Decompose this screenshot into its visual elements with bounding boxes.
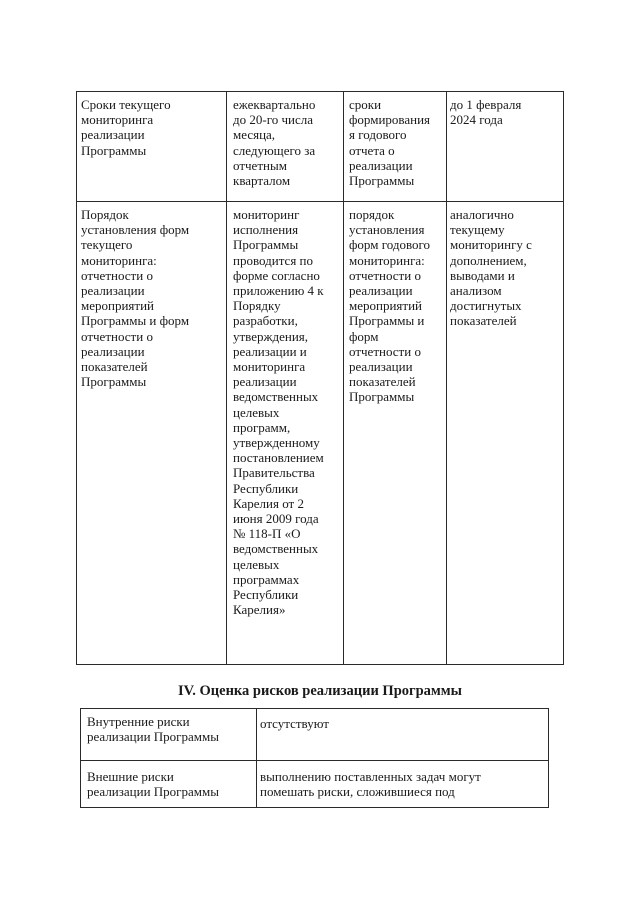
table-cell [257,709,549,761]
cell-text: отсутствуют [260,716,329,731]
table-row [77,92,564,202]
cell-text: Порядок установления форм текущего мониторинга: отчетности о реализации мероприятий Программы и форм отчетности о реализации показателей Программы [81,207,190,390]
table-cell [227,202,344,665]
table-row [81,761,549,808]
table-cell [81,761,257,808]
table-cell [447,92,564,202]
cell-text: Внешние риски реализации Программы [87,769,219,800]
table-cell [81,709,257,761]
section-heading: IV. Оценка рисков реализации Программы [178,683,462,699]
cell-text: Сроки текущего мониторинга реализации Программы [81,97,171,158]
table-cell [447,202,564,665]
table-cell [77,92,227,202]
cell-text: мониторинг исполнения Программы проводится по форме согласно приложению 4 к Порядку разработки, утверждения, реализации и мониторинга реализации ведомственных целевых программ, утвержденному постановлением Правительства Республики Карелия от 2 июня 2009 года № 118-П «О ведомственных целевых программах Республики Карелия» [233,207,324,618]
table-row [77,202,564,665]
risks-table [80,708,549,808]
table-row [81,709,549,761]
cell-text: Внутренние риски реализации Программы [87,714,219,745]
monitoring-table [76,91,564,665]
table-cell [257,761,549,808]
cell-text: аналогично текущему мониторингу с дополнением, выводами и анализом достигнутых показателей [450,207,532,329]
table-cell [77,202,227,665]
table-cell [227,92,344,202]
cell-text: порядок установления форм годового мониторинга: отчетности о реализации мероприятий Программы и форм отчетности о реализации показателей Программы [349,207,431,405]
table-cell [344,92,447,202]
cell-text: до 1 февраля 2024 года [450,97,522,128]
cell-text: сроки формирования я годового отчета о реализации Программы [349,97,431,189]
cell-text: ежеквартально до 20-го числа месяца, следующего за отчетным кварталом [233,97,316,189]
cell-text: выполнению поставленных задач могут помешать риски, сложившиеся под [260,769,481,800]
table-cell [344,202,447,665]
